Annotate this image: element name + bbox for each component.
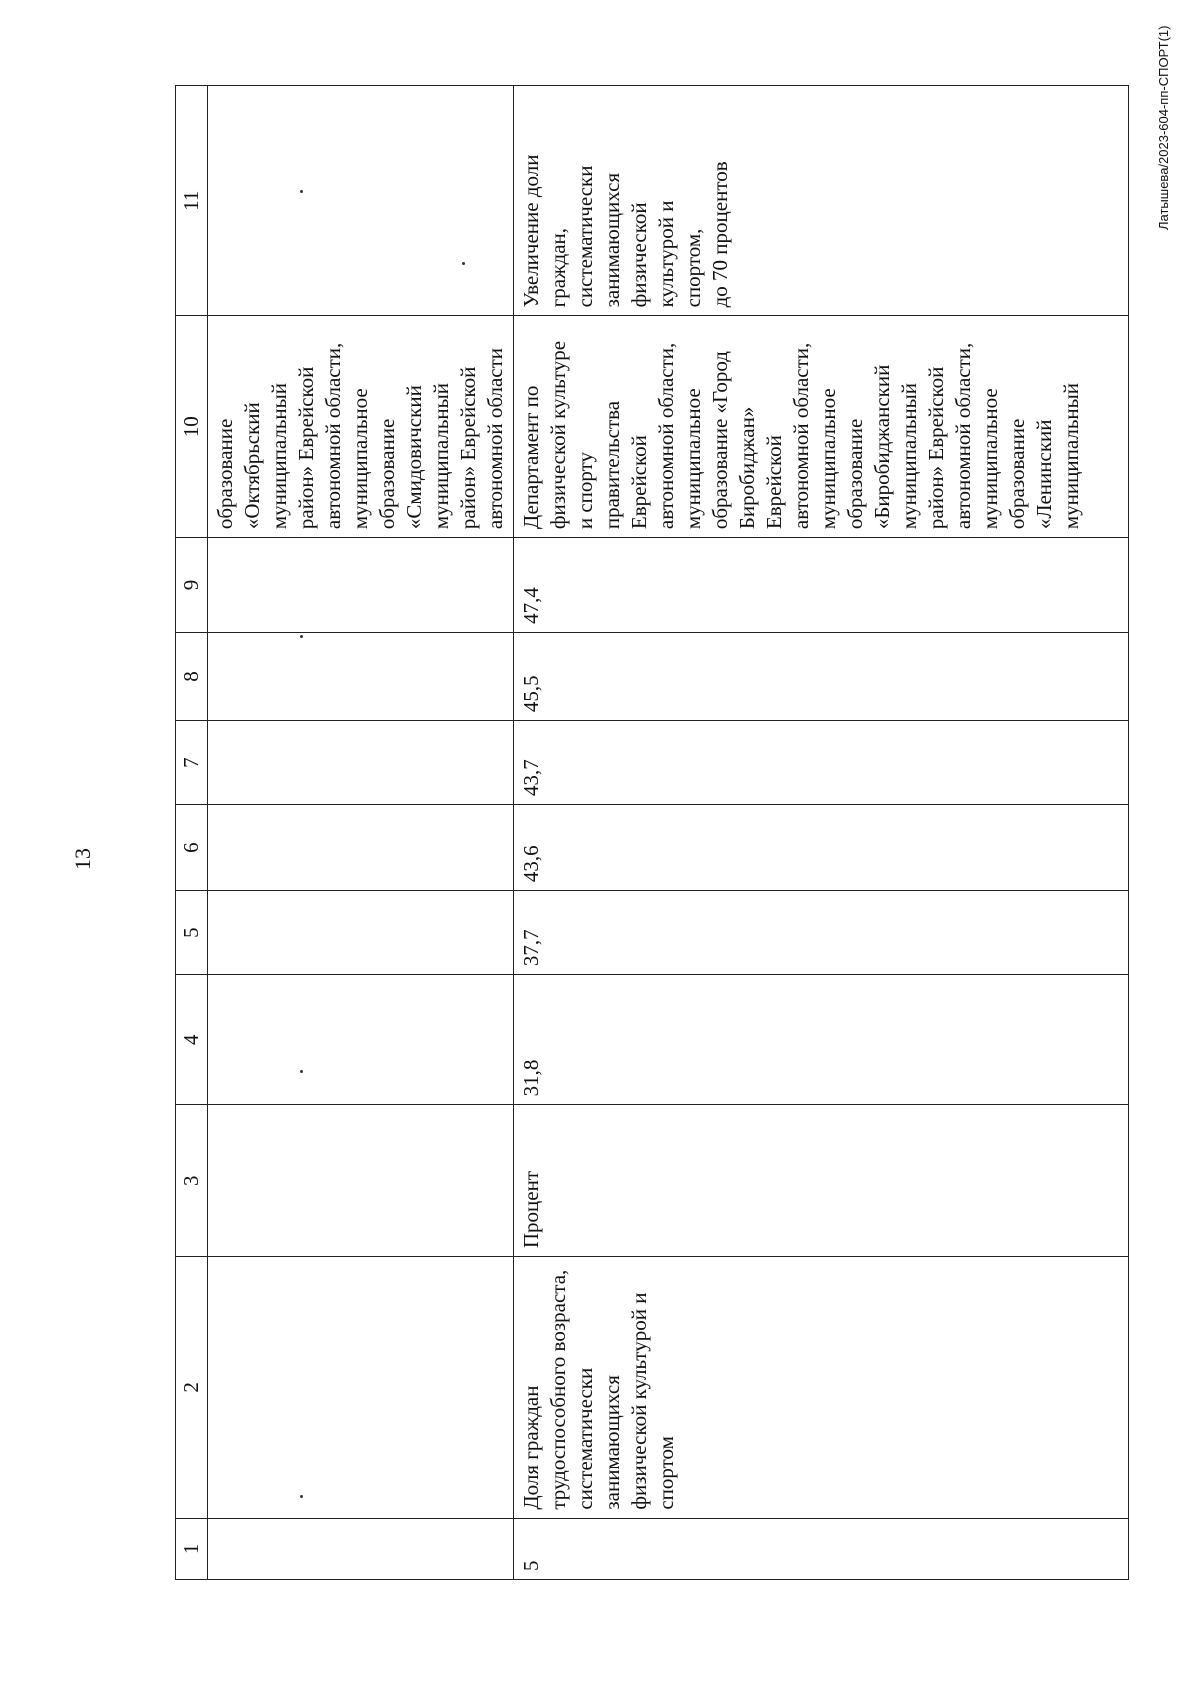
row-number-cell: 5 [514, 1518, 1129, 1579]
header-cell: 5 [176, 891, 208, 975]
header-cell: 10 [176, 316, 208, 538]
value-cell: 43,6 [514, 805, 1129, 891]
scan-dot [300, 1495, 303, 1498]
header-cell: 11 [176, 86, 208, 316]
table-cell [208, 538, 514, 633]
table-cell [208, 86, 514, 316]
value-cell: 31,8 [514, 975, 1129, 1105]
header-cell: 7 [176, 721, 208, 805]
scan-dot [300, 190, 303, 193]
header-cell: 6 [176, 805, 208, 891]
scan-dot [300, 1070, 303, 1073]
document-code: Латышева/2023-604-пп-СПОРТ(1) [1156, 25, 1171, 230]
value-cell: 43,7 [514, 721, 1129, 805]
header-cell: 3 [176, 1105, 208, 1257]
responsible-cell: Департамент по физической культуре и спорту правительства Еврейской автономной области, муниципальное образование «Город Биробиджан» Еврейской автономной области, муниципальное образование «Биробиджанский муниципальный район» Еврейской автономной области, муниципальное образование «Ленинский муниципальный [514, 316, 1129, 538]
value-cell: 37,7 [514, 891, 1129, 975]
table-cell [208, 721, 514, 805]
table-cell [208, 1518, 514, 1579]
table-row-5 [514, 86, 1129, 1580]
rotated-table-container [175, 85, 1105, 1580]
page-number: 13 [70, 848, 95, 870]
scan-dot [462, 262, 465, 265]
indicator-name-cell: Доля граждан трудоспособного возраста, систематически занимающихся физической культурой и спортом [514, 1257, 1129, 1519]
header-cell: 9 [176, 538, 208, 633]
expected-result-cell: Увеличение доли граждан, систематически занимающихся физической культурой и спортом, до 70 процентов [514, 86, 1129, 316]
responsible-cell: образование «Октябрьский муниципальный район» Еврейской автономной области, муниципальное образование «Смидовичский муниципальный район» Еврейской автономной области [208, 316, 514, 538]
header-cell: 1 [176, 1518, 208, 1579]
header-cell: 2 [176, 1257, 208, 1519]
value-cell: 47,4 [514, 538, 1129, 633]
table-row-continuation [208, 86, 514, 1580]
table-cell [208, 632, 514, 720]
unit-cell: Процент [514, 1105, 1129, 1257]
indicators-table [175, 85, 1129, 1580]
header-cell: 4 [176, 975, 208, 1105]
table-cell [208, 1105, 514, 1257]
scan-dot [300, 635, 303, 638]
value-cell: 45,5 [514, 632, 1129, 720]
table-cell [208, 975, 514, 1105]
table-cell [208, 805, 514, 891]
header-row [176, 86, 208, 1580]
table-cell [208, 891, 514, 975]
header-cell: 8 [176, 632, 208, 720]
table-cell [208, 1257, 514, 1519]
